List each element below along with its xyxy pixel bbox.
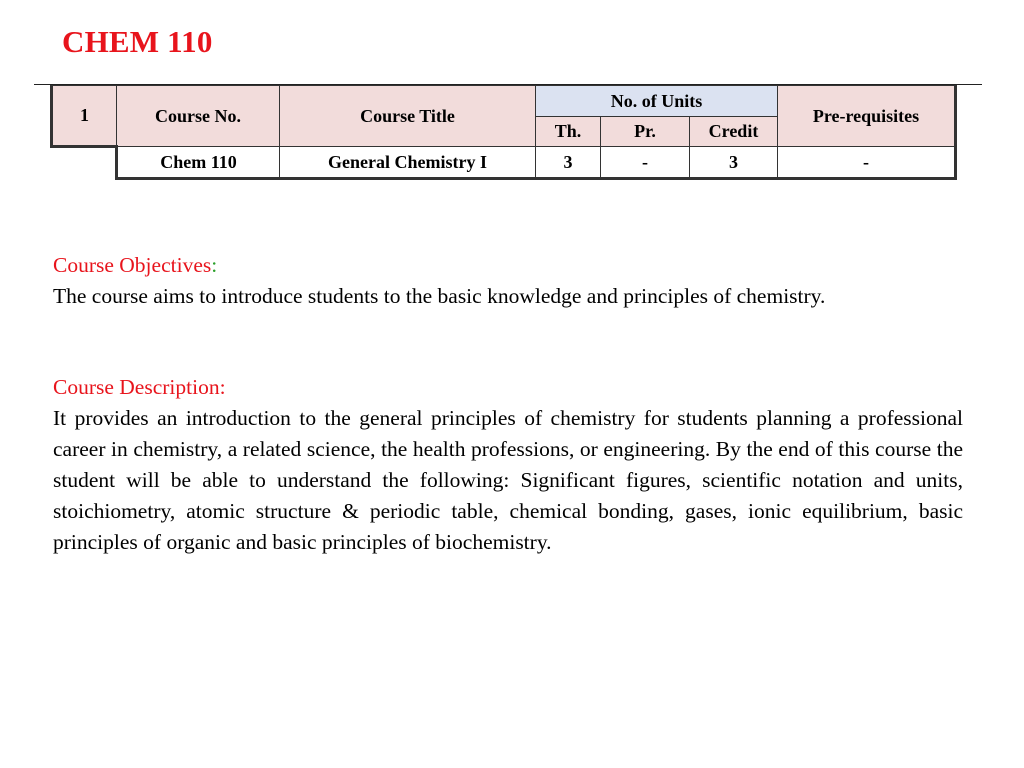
page-title: CHEM 110 bbox=[62, 24, 213, 59]
cell-pr: - bbox=[601, 147, 690, 179]
header-course-no: Course No. bbox=[117, 86, 280, 147]
objectives-heading-colon: : bbox=[211, 253, 218, 277]
cell-th: 3 bbox=[536, 147, 601, 179]
cell-prerequisites: - bbox=[778, 147, 956, 179]
objectives-text: The course aims to introduce students to the basic knowledge and principles of chemistry. bbox=[53, 284, 826, 308]
header-units-pr: Pr. bbox=[601, 117, 690, 147]
header-course-title: Course Title bbox=[280, 86, 536, 147]
header-units-credit: Credit bbox=[690, 117, 778, 147]
objectives-heading-label: Course Objectives bbox=[53, 253, 212, 277]
header-units-group: No. of Units bbox=[536, 86, 778, 117]
cell-course-no: Chem 110 bbox=[117, 147, 280, 179]
cell-course-title: General Chemistry I bbox=[280, 147, 536, 179]
description-heading: Course Description: bbox=[53, 375, 226, 399]
table-row bbox=[52, 147, 956, 179]
course-table bbox=[50, 85, 957, 180]
header-units-th: Th. bbox=[536, 117, 601, 147]
objectives-heading bbox=[53, 250, 963, 281]
header-prerequisites: Pre-requisites bbox=[778, 86, 956, 147]
header-index: 1 bbox=[52, 86, 117, 147]
cell-credit: 3 bbox=[690, 147, 778, 179]
table-header-row bbox=[52, 86, 956, 117]
description-text: It provides an introduction to the general principles of chemistry for students planning a professional career in chemistry, a related science, the health professions, or engineering. By the end of this course the student will be able to understand the following: Significant figures, scientific notation and units, stoichiometry, atomic structure & periodic table, chemical bonding, gases, ionic equilibrium, basic principles of organic and basic principles of biochemistry. bbox=[53, 406, 963, 554]
course-objectives-section bbox=[53, 250, 963, 312]
course-description-section bbox=[53, 372, 963, 558]
empty-cell bbox=[52, 147, 117, 179]
